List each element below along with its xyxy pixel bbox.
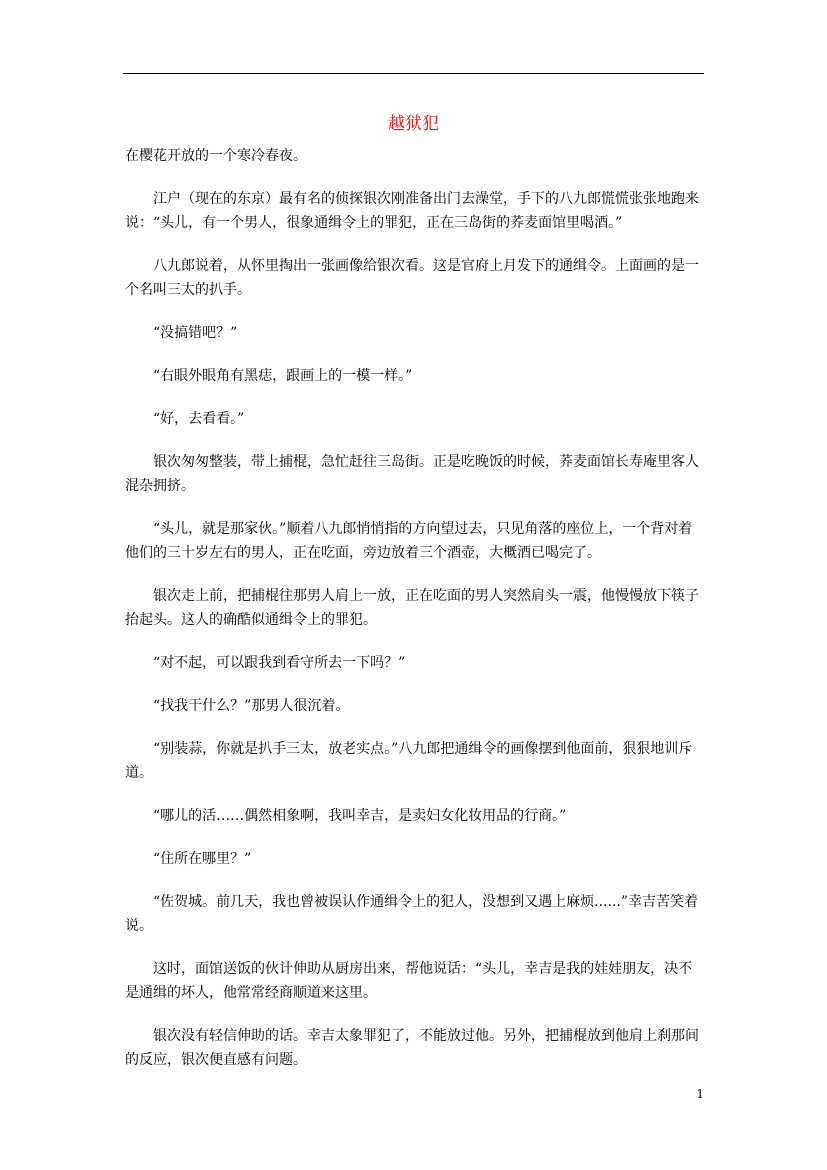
paragraph-6: “好，去看看。”	[153, 411, 245, 427]
paragraph-5: “右眼外眼角有黑痣，跟画上的一模一样。”	[153, 368, 413, 384]
paragraph-8: “头儿，就是那家伙。”顺着八九郎悄悄指的方向望过去，只见角落的座位上，一个背对着他们的三十岁左右的男人，正在吃面，旁边放着三个酒壶，大概酒已喝完了。	[125, 521, 693, 561]
document-title: 越狱犯	[388, 114, 439, 134]
paragraph-13: “哪儿的活……偶然相象啊，我叫幸吉，是卖妇女化妆用品的行商。”	[153, 808, 567, 824]
paragraph-9: 银次走上前，把捕棍往那男人肩上一放，正在吃面的男人突然肩头一震，他慢慢放下筷子抬起头。这人的确酷似通缉令上的罪犯。	[125, 588, 699, 628]
header-rule	[123, 73, 704, 74]
document-body	[125, 144, 705, 1072]
paragraph-11: “找我干什么？”那男人很沉着。	[153, 698, 350, 714]
paragraph-17: 银次没有轻信伸助的话。幸吉太象罪犯了，不能放过他。另外，把捕棍放到他肩上刹那间的反应，银次便直感有问题。	[125, 1028, 699, 1068]
paragraph-10: “对不起，可以跟我到看守所去一下吗？”	[153, 655, 406, 671]
paragraph-15: “佐贺城。前几天，我也曾被误认作通缉令上的犯人，没想到又遇上麻烦......”幸吉苦笑着说。	[125, 894, 699, 934]
paragraph-1: 在樱花开放的一个寒冷春夜。	[125, 148, 307, 164]
paragraph-2: 江户（现在的东京）最有名的侦探银次刚准备出门去澡堂，手下的八九郎慌慌张张地跑来说：“头儿，有一个男人，很象通缉令上的罪犯，正在三岛街的荞麦面馆里喝酒。”	[125, 191, 699, 231]
paragraph-3: 八九郎说着，从怀里掏出一张画像给银次看。这是官府上月发下的通缉令。上面画的是一个名叫三太的扒手。	[125, 258, 699, 298]
page-number: 1	[696, 1087, 704, 1101]
paragraph-14: “住所在哪里？”	[153, 851, 252, 867]
paragraph-16: 这时，面馆送饭的伙计伸助从厨房出来，帮他说话：“头儿，幸吉是我的娃娃朋友，决不是通缉的坏人，他常常经商顺道来这里。	[125, 961, 693, 1001]
paragraph-12: “别装蒜，你就是扒手三太，放老实点。”八九郎把通缉令的画像摆到他面前，狠狠地训斥道。	[125, 741, 693, 781]
paragraph-4: “没搞错吧？”	[153, 325, 238, 341]
paragraph-7: 银次匆匆整装，带上捕棍，急忙赶往三岛街。正是吃晚饭的时候，荞麦面馆长寿庵里客人混杂拥挤。	[125, 454, 699, 494]
